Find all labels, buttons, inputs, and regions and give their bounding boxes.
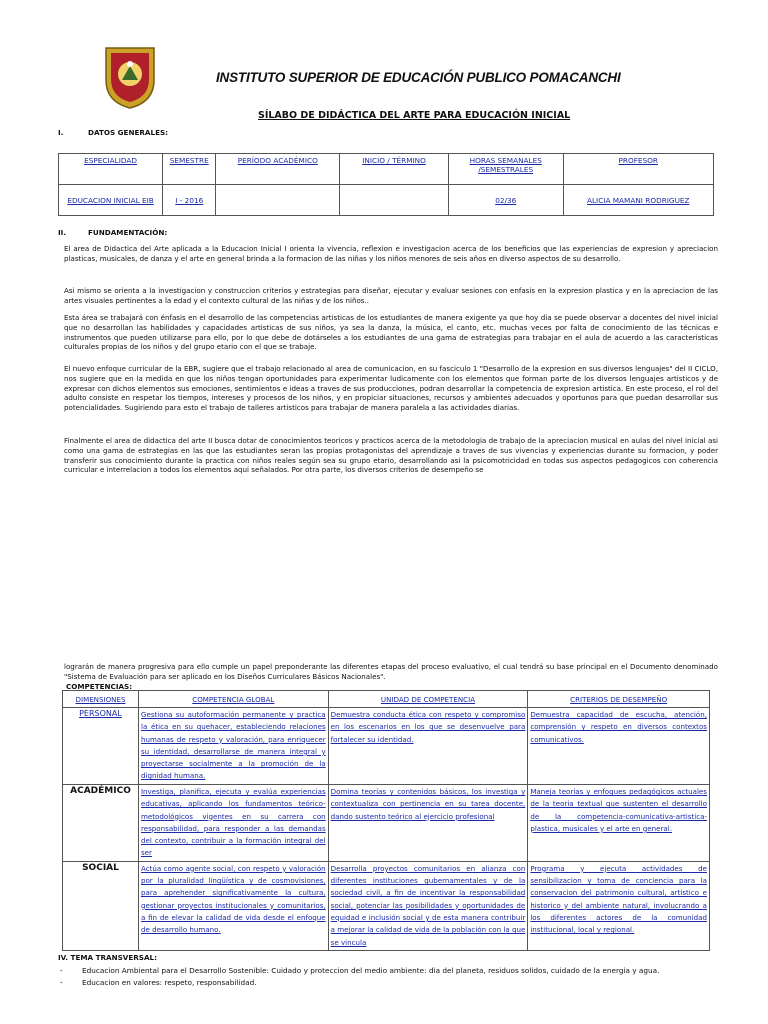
bullet-dash: - xyxy=(60,978,63,987)
paragraph: El area de Didactica del Arte aplicada a la Educacion Inicial I orienta la vivencia, reflexion e investigacion acerca de los beneficios que las experiencias de expresion y apreciacion plasticas, musicales, de danza y el arte en general brinda a la formacion de las niñas y los niños menores de seis años en diverso aspectos de su desarrollo. xyxy=(64,244,718,263)
dimension-cell: SOCIAL xyxy=(63,861,139,950)
section-fundamentacion-heading xyxy=(58,228,167,237)
institute-title: INSTITUTO SUPERIOR DE EDUCACIÓN PUBLICO POMACANCHI xyxy=(216,70,621,85)
header-cell: PERÍODO ACADÉMICO xyxy=(216,154,340,185)
header-cell: ESPECIALIDAD xyxy=(59,154,163,185)
global-cell xyxy=(138,785,328,862)
cell-text: Demuestra conducta ética con respeto y compromiso en los escenarios en los que se desenvuelve para fortalecer su identidad. xyxy=(330,710,526,744)
competencias-table xyxy=(62,690,710,951)
header-cell: INICIO / TÉRMINO xyxy=(340,154,449,185)
institute-logo xyxy=(102,44,158,110)
section-title: DATOS GENERALES: xyxy=(88,128,169,137)
dimension-cell: ACADÉMICO xyxy=(63,785,139,862)
value-cell: I - 2016 xyxy=(163,185,216,216)
bullet-dash: - xyxy=(60,966,63,975)
paragraph: lograrán de manera progresiva para ello cumple un papel preponderante las diferentes etapas del proceso evaluativo, el cual tendrá su base principal en el Documento denominado "Sistema de Evaluación para ser aplicado en los Diseños Curriculares Básicos Nacionales". xyxy=(64,662,718,681)
paragraph: El nuevo enfoque curricular de la EBR, sugiere que el trabajo relacionado al area de comunicacion, en su fasciculo 1 "Desarrollo de la expresion en sus diversos lenguajes" del II CICLO, nos sugiere que en la medida en que los niños tengan oportunidades para experimentar ludicamente con los elementos que forman parte de los diversos lenguajes artisticos y de expresar con dichos elementos sus emociones, sentimientos e ideas a traves de sus producciones, podran desarrollar la competencia de expresion artistica. En este proceso, el rol del adulto consiste en respetar los tiempos, intereses y procesos de los niños, y en propiciar situaciones, recursos y ambientes adecuados y oportunos para que puedan desarrollar sus potencialidades. Sugiriendo para esto el trabajo de talleres artisticos para trabajar de manera paralela a las actividades diarias. xyxy=(64,364,718,413)
table-row xyxy=(63,861,710,950)
header-cell: PROFESOR xyxy=(563,154,714,185)
value-cell xyxy=(216,185,340,216)
list-item xyxy=(60,966,659,975)
header-cell: CRITERIOS DE DESEMPEÑO xyxy=(528,691,710,708)
table-row xyxy=(59,185,714,216)
section-number: II. xyxy=(58,228,67,237)
global-cell xyxy=(138,861,328,950)
paragraph: Asi mismo se orienta a la investigacion y construccion criterios y estrategias para diseñar, ejecutar y evaluar sesiones con enfasis en la expresion plastica y en la apreciacion de las artes visuales pertinentes a la edad y el contexto cultural de las niñas y de los niños.. xyxy=(64,286,718,305)
section-number: I. xyxy=(58,128,64,137)
unidad-cell xyxy=(328,708,528,785)
header-cell: HORAS SEMANALES /SEMESTRALES xyxy=(448,154,563,185)
global-cell xyxy=(138,708,328,785)
table-header-row xyxy=(59,154,714,185)
cell-text: Gestiona su autoformación permanente y practica la ética en su quehacer, estableciendo relaciones humanas de respeto y valoración, para enriquecer su identidad, desarrollarse de manera integral y proyectarse socialmente a la promoción de la dignidad humana. xyxy=(140,710,326,781)
paragraph: Finalmente el area de didactica del arte II busca dotar de conocimientos teoricos y practicos acerca de la metodologia de trabajo de la apreciacion musical en aulas del nivel inicial asi como una gama de estrategias en las que las estudiantes seran las propias protagonistas del aprendizaje a traves de sus vivencias y experiencias durante su formacion, y poder transferir sus conocimiento durante la practica con niños reales según sea su grupo etario, desarrollando asi la psicomotricidad en todas sus aspectos pedagogicos con coherencia curricular e interrelacion a todos los elementos aqui señalados. Por otra parte, los diversos criterios de desempeño se xyxy=(64,436,718,475)
list-item-text: Educacion en valores: respeto, responsabilidad. xyxy=(82,978,257,987)
paragraph: Esta área se trabajará con énfasis en el desarrollo de las competencias artisticas de los estudiantes de manera exigente ya que hoy dia se puede observar a docentes del nivel inicial que no desarrollan las habilidades y capacidades artisticas de sus niños, ya sea la danza, la música, el canto, etc. muchas veces por falta de conocimiento de las técnicas e instrumentos que pueden utilizarse para ello, por lo que debe de dotárseles a los estudiantes de una gama de estrategias para trabajar en el aula de acuerdo a las caracteristicas culturales propias de los niños y del grupo etario con el que se trabaje. xyxy=(64,313,718,352)
header-cell: COMPETENCIA GLOBAL xyxy=(138,691,328,708)
header-cell: UNIDAD DE COMPETENCIA xyxy=(328,691,528,708)
cell-text: Actúa como agente social, con respeto y valoración por la pluralidad lingüística y de cosmovisiones, para aprehender significativamente la cultura, gestionar proyectos institucionales y comunitarios, a fin de elevar la calidad de vida desde el enfoque de desarrollo humano. xyxy=(140,863,326,935)
section-tema-transversal-heading: IV. TEMA TRANSVERSAL: xyxy=(58,953,157,962)
cell-text: Maneja teorias y enfoques pedagógicos actuales de la teoria textual que sustenten el desarrollo de la competencia-comunicativa-artistica-plastica, musicales y el arte en general. xyxy=(530,787,707,833)
section-datos-generales-heading xyxy=(58,128,168,137)
dimension-cell: PERSONAL xyxy=(63,708,139,785)
criterios-cell xyxy=(528,708,710,785)
table-row xyxy=(63,708,710,785)
criterios-cell xyxy=(528,785,710,862)
table-header-row xyxy=(63,691,710,708)
cell-text: Domina teorías y contenidos básicos, los investiga y contextualiza con pertinencia en su tarea docente, dando sustento teórico al ejercicio profesional xyxy=(330,787,526,821)
datos-generales-table xyxy=(58,153,714,216)
cell-text: Investiga, planifica, ejecuta y evalúa experiencias educativas, aplicando los fundamentos teórico- metodológicos vigentes en su carrera con responsabilidad, para responder a las demandas del contexto, contribuir a la formación integral del ser xyxy=(140,787,326,858)
cell-text: Desarrolla proyectos comunitarios en alianza con diferentes instituciones gubernamentales y de la sociedad civil, a fin de incentivar la responsabilidad social, potenciar las posibilidades y oportunidades de equidad e inclusión social y de esta manera contribuir a mejorar la calidad de vida de la población con la que se vincula xyxy=(330,863,526,947)
section-title: FUNDAMENTACIÓN: xyxy=(88,228,168,237)
syllabus-title: SÍLABO DE DIDÁCTICA DEL ARTE PARA EDUCACIÓN INICIAL xyxy=(258,110,571,121)
value-cell: ALICIA MAMANI RODRIGUEZ xyxy=(563,185,714,216)
list-item xyxy=(60,978,257,987)
competencias-label: COMPETENCIAS: xyxy=(66,682,133,691)
cell-text: Demuestra capacidad de escucha, atención, comprensión y respeto en diversos contextos comunicativos. xyxy=(530,710,707,744)
cell-text: Programa y ejecuta actividades de sensibilizacion y toma de conciencia para la conservacion del patrimonio cultural, artistico e historico y del ambiente natural, involucrando a los diferentes actores de la comunidad institucional, local y regional. xyxy=(530,863,707,935)
list-item-text: Educacion Ambiental para el Desarrollo Sostenible: Cuidado y proteccion del medio ambiente: dia del planeta, residuos solidos, cuidado de la energia y agua. xyxy=(82,966,660,975)
value-cell: EDUCACION INICIAL EIB xyxy=(59,185,163,216)
value-cell xyxy=(340,185,449,216)
header-cell: DIMENSIONES xyxy=(63,691,139,708)
table-row xyxy=(63,785,710,862)
criterios-cell xyxy=(528,861,710,950)
unidad-cell xyxy=(328,861,528,950)
value-cell: 02/36 xyxy=(448,185,563,216)
header-cell: SEMESTRE xyxy=(163,154,216,185)
unidad-cell xyxy=(328,785,528,862)
